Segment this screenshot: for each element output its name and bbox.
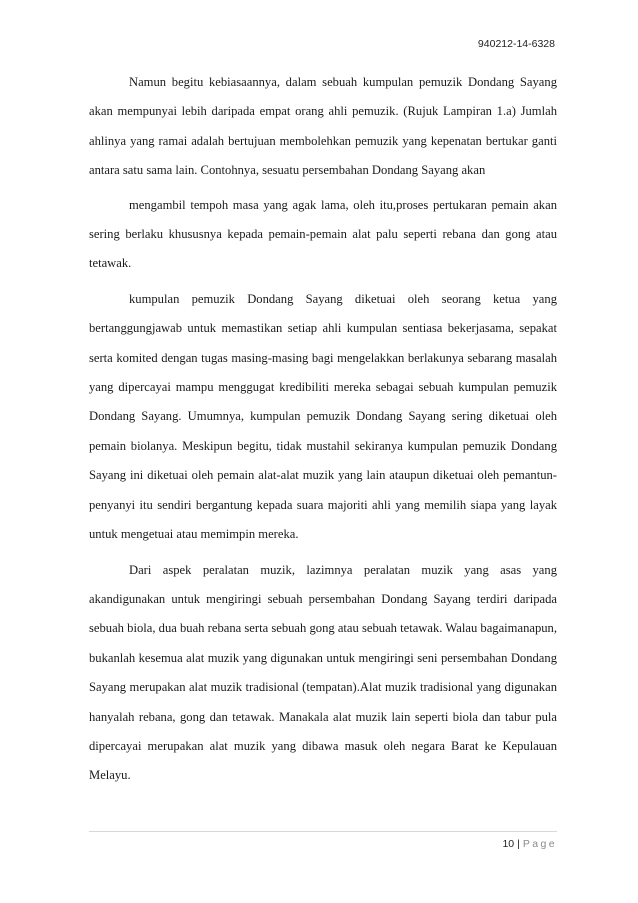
page-number: 10	[502, 838, 515, 850]
footer-separator: |	[517, 838, 520, 850]
page-label: Page	[522, 838, 557, 850]
paragraph-4: Dari aspek peralatan muzik, lazimnya peralatan muzik yang asas yang akandigunakan untuk mengiringi sebuah persembahan Dondang Sayang terdiri daripada sebuah biola, dua buah rebana serta sebuah gong atau sebuah tetawak. Walau bagaimanapun, bukanlah kesemua alat muzik yang digunakan untuk mengiringi seni persembahan Dondang Sayang merupakan alat muzik tradisional (tempatan).Alat muzik tradisional yang digunakan hanyalah rebana, gong dan tetawak. Manakala alat muzik lain seperti biola dan tabur pula dipercayai merupakan alat muzik yang dibawa masuk oleh negara Barat ke Kepulauan Melayu.	[89, 562, 557, 783]
footer-divider	[89, 831, 557, 832]
paragraph-3: kumpulan pemuzik Dondang Sayang diketuai oleh seorang ketua yang bertanggungjawab untuk memastikan setiap ahli kumpulan sentiasa bekerjasama, sepakat serta komited dengan tugas masing-masing bagi mengelakkan berlakunya sebarang masalah yang dipercayai mampu menggugat kredibiliti mereka sebagai sebuah kumpulan pemuzik Dondang Sayang. Umumnya, kumpulan pemuzik Dondang Sayang sering diketuai oleh pemain biolanya. Meskipun begitu, tidak mustahil sekiranya kumpulan pemuzik Dondang Sayang ini diketuai oleh pemain alat-alat muzik yang lain ataupun diketuai oleh pemantun-penyanyi itu sendiri bergantung kepada suara majoriti ahli yang memilih siapa yang layak untuk mengetuai atau memimpin mereka.	[89, 291, 557, 542]
page-footer	[502, 838, 557, 850]
paragraph-2: mengambil tempoh masa yang agak lama, oleh itu,proses pertukaran pemain akan sering berlaku khususnya kepada pemain-pemain alat palu seperti rebana dan gong atau tetawak.	[89, 197, 557, 271]
page-body	[89, 68, 557, 797]
document-id: 940212-14-6328	[477, 38, 555, 50]
paragraph-1: Namun begitu kebiasaannya, dalam sebuah kumpulan pemuzik Dondang Sayang akan mempunyai lebih daripada empat orang ahli pemuzik. (Rujuk Lampiran 1.a) Jumlah ahlinya yang ramai adalah bertujuan membolehkan pemuzik yang kepenatan bertukar ganti antara satu sama lain. Contohnya, sesuatu persembahan Dondang Sayang akan	[89, 75, 557, 178]
